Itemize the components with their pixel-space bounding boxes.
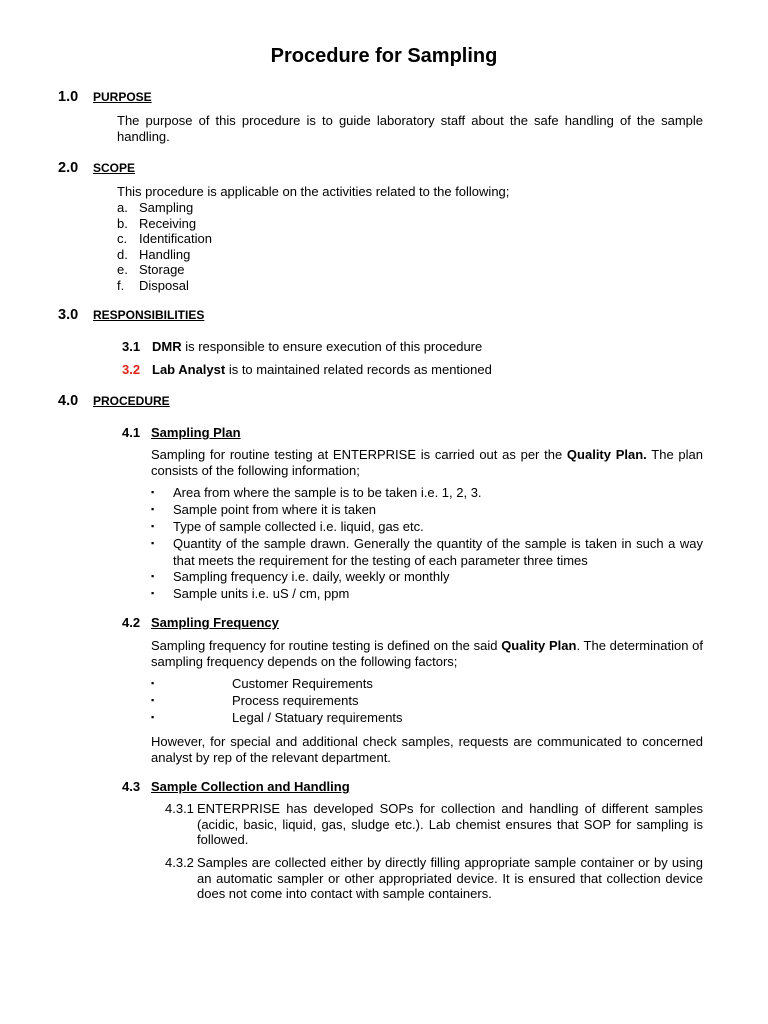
item-number: 4.3.2 [165, 855, 194, 870]
list-item [117, 262, 703, 278]
section-title: PURPOSE [93, 90, 152, 104]
list-item [117, 231, 703, 247]
subsection-number: 4.3 [122, 779, 141, 794]
sampling-plan-bullets [151, 485, 703, 601]
list-item [117, 247, 703, 263]
bullet-icon: ▪ [151, 695, 155, 705]
quality-plan-emphasis: Quality Plan [501, 638, 577, 653]
bullet-icon: ▪ [151, 571, 155, 581]
responsibility-role: Lab Analyst [152, 362, 226, 377]
item-text: Samples are collected either by directly filling appropriate sample container or by using an automatic sampler or other appropriated device. It is ensured that collection device does not come into contact with sample containers. [197, 855, 703, 901]
list-item [117, 278, 703, 294]
list-item [151, 569, 703, 585]
collection-item [165, 855, 703, 902]
bullet-icon: ▪ [151, 521, 155, 531]
scope-list [117, 200, 703, 293]
subsection-sampling-frequency-heading [122, 615, 279, 631]
subsection-sampling-plan-heading [122, 425, 241, 441]
list-item [151, 485, 703, 501]
sampling-plan-text [151, 447, 703, 478]
item-text: ENTERPRISE has developed SOPs for collection and handling of different samples (acidic, basic, liquid, gas, sludge etc.). Lab chemist ensures that SOP for sampling is followed. [197, 801, 703, 847]
bullet-icon: ▪ [151, 487, 155, 497]
collection-item [165, 801, 703, 848]
sampling-frequency-closing: However, for special and additional check samples, requests are communicated to concerned analyst by rep of the relevant department. [151, 734, 703, 765]
bullet-icon: ▪ [151, 678, 155, 688]
subsection-title: Sampling Plan [151, 425, 241, 440]
section-purpose-heading [58, 88, 152, 106]
section-procedure-heading [58, 392, 170, 410]
list-marker: c. [117, 231, 128, 246]
list-text: Process requirements [232, 693, 359, 708]
bullet-icon: ▪ [151, 538, 155, 548]
list-marker: f. [117, 277, 125, 293]
paragraph-text: The plan consists of the following information; [151, 447, 704, 478]
section-number: 4.0 [58, 393, 79, 409]
list-item [151, 536, 703, 569]
list-item [151, 710, 703, 726]
list-marker: d. [117, 246, 128, 262]
list-text: Receiving [139, 215, 197, 231]
list-text: Quantity of the sample drawn. Generally the quantity of the sample is taken in such a way that meets the requirement for the testing of each parameter three times [173, 536, 703, 568]
list-marker: a. [117, 200, 128, 215]
list-item [151, 502, 703, 518]
subsection-title: Sampling Frequency [151, 615, 279, 630]
list-text: Storage [139, 262, 185, 277]
list-marker: e. [117, 262, 128, 277]
item-number: 4.3.1 [165, 801, 194, 816]
bullet-icon: ▪ [151, 587, 155, 598]
subsection-title: Sample Collection and Handling [151, 779, 350, 794]
purpose-text: The purpose of this procedure is to guide laboratory staff about the safe handling of the sample handling. [117, 113, 703, 144]
paragraph-text: Sampling for routine testing at ENTERPRISE is carried out as per the [151, 447, 567, 462]
section-title: RESPONSIBILITIES [93, 308, 205, 322]
sampling-frequency-text [151, 638, 703, 669]
list-text: Handling [139, 246, 191, 262]
list-text: Disposal [139, 277, 189, 293]
section-title: PROCEDURE [93, 394, 170, 408]
bullet-icon: ▪ [151, 504, 155, 514]
sampling-frequency-bullets [151, 676, 703, 725]
bullet-icon: ▪ [151, 711, 155, 722]
section-number: 1.0 [58, 89, 79, 105]
responsibility-number: 3.2 [122, 362, 141, 377]
responsibility-role: DMR [152, 339, 182, 354]
document-title: Procedure for Sampling [270, 45, 498, 67]
list-text: Type of sample collected i.e. liquid, gas etc. [173, 519, 424, 534]
section-number: 2.0 [58, 160, 79, 176]
section-responsibilities-heading [58, 306, 204, 324]
scope-intro: This procedure is applicable on the activities related to the following; [117, 184, 510, 199]
list-item [151, 519, 703, 535]
list-text: Legal / Statuary requirements [232, 709, 403, 725]
list-text: Identification [139, 231, 212, 246]
responsibility-number: 3.1 [122, 339, 141, 354]
responsibility-item [122, 339, 482, 355]
list-text: Customer Requirements [232, 676, 373, 691]
responsibility-text: is to maintained related records as mentioned [225, 362, 492, 377]
responsibility-item [122, 362, 492, 378]
responsibility-text: is responsible to ensure execution of this procedure [181, 339, 483, 354]
section-scope-heading [58, 159, 135, 177]
subsection-collection-heading [122, 779, 350, 795]
list-text: Sampling [139, 200, 194, 215]
subsection-number: 4.1 [122, 425, 141, 440]
list-item [151, 693, 703, 710]
quality-plan-emphasis: Quality Plan. [566, 447, 647, 462]
subsection-number: 4.2 [122, 615, 141, 630]
paragraph-text: Sampling frequency for routine testing is defined on the said [151, 638, 502, 653]
list-item [151, 586, 703, 602]
list-text: Area from where the sample is to be taken i.e. 1, 2, 3. [173, 485, 482, 500]
paragraph-text: . The determination of sampling frequency depends on the following factors; [151, 638, 703, 669]
section-number: 3.0 [58, 307, 79, 323]
list-item [151, 676, 703, 693]
list-marker: b. [117, 215, 128, 231]
list-text: Sampling frequency i.e. daily, weekly or monthly [173, 569, 450, 584]
list-item [117, 200, 703, 216]
list-text: Sample units i.e. uS / cm, ppm [173, 585, 350, 601]
list-item [117, 216, 703, 232]
section-title: SCOPE [93, 161, 136, 175]
list-text: Sample point from where it is taken [173, 502, 377, 517]
